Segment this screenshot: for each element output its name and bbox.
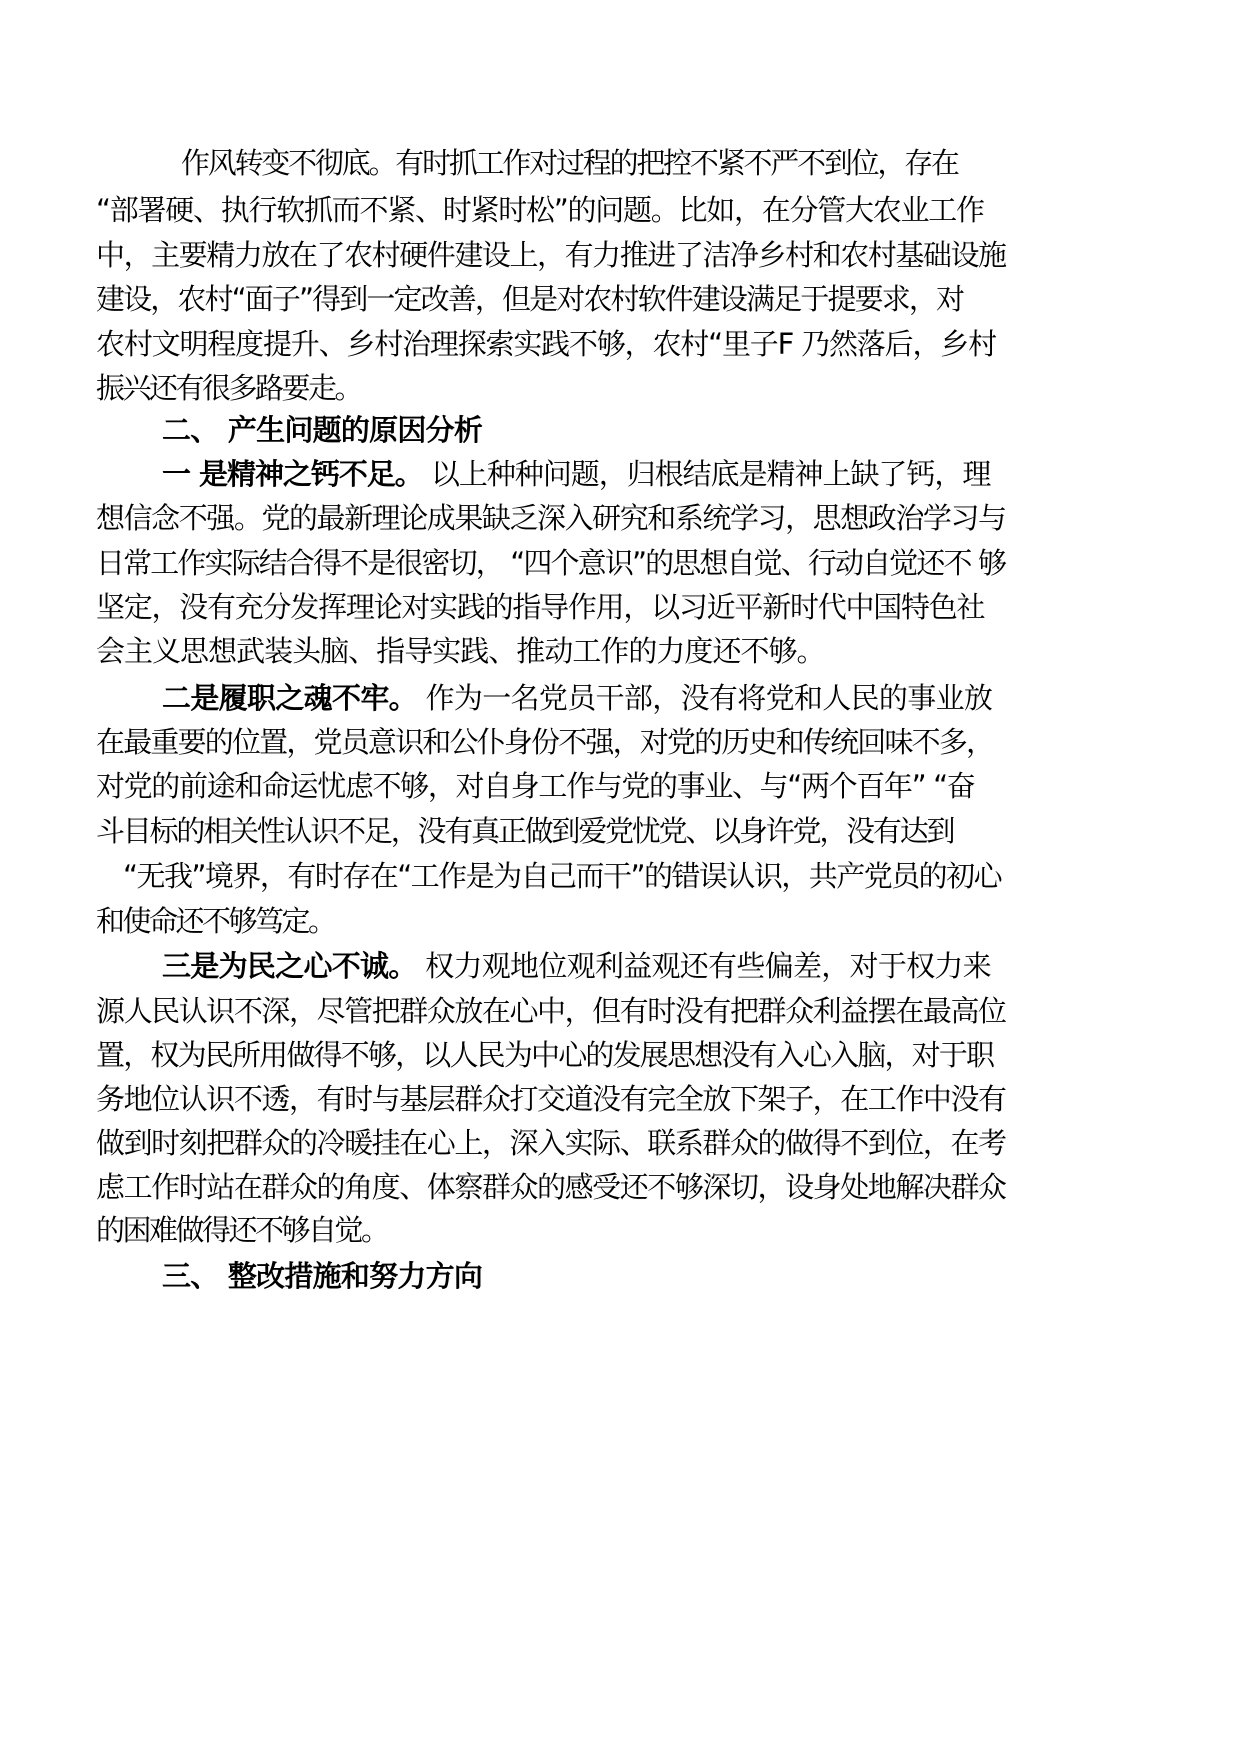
body-text: 想信念不强。党的最新理论成果缺乏深入研究和系统学习，思想政治学习与 bbox=[96, 501, 1006, 535]
text-line bbox=[96, 1213, 388, 1247]
text-line bbox=[181, 146, 958, 180]
body-text: 振兴还有很多路要走。 bbox=[96, 371, 362, 405]
text-line bbox=[162, 457, 990, 491]
text-line bbox=[162, 681, 992, 715]
body-text: 以上种种问题，归根结底是精神上缺了钙，理 bbox=[422, 457, 991, 491]
text-line bbox=[96, 371, 361, 405]
body-text: 和使命还不够笃定。 bbox=[96, 904, 335, 938]
body-text: “无我”境界，有时存在“工作是为自己而干”的错误认识，共产党员的初心 bbox=[123, 859, 1002, 893]
text-line bbox=[96, 546, 1005, 580]
body-text: 置，权为民所用做得不够，以人民为中心的发展思想没有入心入脑，对于职 bbox=[96, 1038, 994, 1072]
body-text: 源人民认识不深，尽管把群众放在心中，但有时没有把群众利益摆在最高位 bbox=[96, 994, 1006, 1028]
body-text: 农村文明程度提升、乡村治理探索实践不够，农村“里子F 乃然落后，乡村 bbox=[96, 327, 996, 361]
bold-heading-text: 二、 产生问题的原因分析 bbox=[162, 413, 483, 447]
body-text: 作为一名党员干部，没有将党和人民的事业放 bbox=[417, 681, 993, 715]
body-text: 做到时刻把群众的冷暖挂在心上，深入实际、联系群众的做得不到位，在考 bbox=[96, 1126, 1006, 1160]
text-line bbox=[96, 238, 1006, 272]
text-line bbox=[96, 994, 1006, 1028]
text-line bbox=[96, 193, 984, 227]
body-text: 坚定，没有充分发挥理论对实践的指导作用，以习近平新时代中国特色社 bbox=[96, 590, 985, 624]
text-line bbox=[96, 590, 984, 624]
body-text: 会主义思想武装头脑、指导实践、推动工作的力度还不够。 bbox=[96, 634, 825, 668]
text-line bbox=[96, 904, 335, 938]
body-text: 中，主要精力放在了农村硬件建设上，有力推进了洁净乡村和农村基础设施 bbox=[96, 238, 1006, 272]
bold-heading-text: 二是履职之魂不牢。 bbox=[162, 681, 418, 715]
body-text: 虑工作时站在群众的角度、体察群众的感受还不够深切，设身处地解决群众 bbox=[96, 1170, 1006, 1204]
text-line bbox=[96, 1170, 1006, 1204]
body-text: 对党的前途和命运忧虑不够，对自身工作与党的事业、与“两个百年” “奋 bbox=[96, 769, 975, 803]
text-line bbox=[96, 282, 963, 316]
body-text: 的困难做得还不够自觉。 bbox=[96, 1213, 388, 1247]
text-line bbox=[96, 1038, 993, 1072]
bold-heading-text: 三、 整改措施和努力方向 bbox=[162, 1259, 483, 1293]
text-line bbox=[96, 725, 993, 759]
body-text: 日常工作实际结合得不是很密切， “四个意识”的思想自觉、行动自觉还不 够 bbox=[96, 546, 1006, 580]
text-line bbox=[96, 634, 825, 668]
text-line bbox=[123, 859, 1001, 893]
body-text: 斗目标的相关性认识不足，没有真正做到爱党忧党、以身许党，没有达到 bbox=[96, 814, 954, 848]
body-text: 作风转变不彻底。有时抓工作对过程的把控不紧不严不到位，存在 bbox=[181, 146, 958, 180]
text-line bbox=[96, 814, 953, 848]
bold-heading-text: 三是为民之心不诚。 bbox=[162, 949, 417, 983]
body-text: 建设，农村“面子”得到一定改善，但是对农村软件建设满足于提要求，对 bbox=[96, 282, 964, 316]
text-line bbox=[96, 769, 974, 803]
text-line bbox=[162, 413, 482, 447]
text-line bbox=[162, 949, 991, 983]
body-text: “部署硬、执行软抓而不紧、时紧时松”的问题。比如，在分管大农业工作 bbox=[96, 193, 984, 227]
body-text: 权力观地位观利益观还有些偏差，对于权力来 bbox=[416, 949, 992, 983]
text-line bbox=[96, 1082, 1006, 1116]
text-line bbox=[96, 501, 1006, 535]
body-text: 务地位认识不透，有时与基层群众打交道没有完全放下架子，在工作中没有 bbox=[96, 1082, 1006, 1116]
bold-heading-text: 一 是精神之钙不足。 bbox=[162, 457, 423, 491]
text-line bbox=[162, 1259, 482, 1293]
body-text: 在最重要的位置，党员意识和公仆身份不强，对党的历史和传统回味不多， bbox=[96, 725, 994, 759]
text-line bbox=[96, 327, 996, 361]
text-line bbox=[96, 1126, 1006, 1160]
